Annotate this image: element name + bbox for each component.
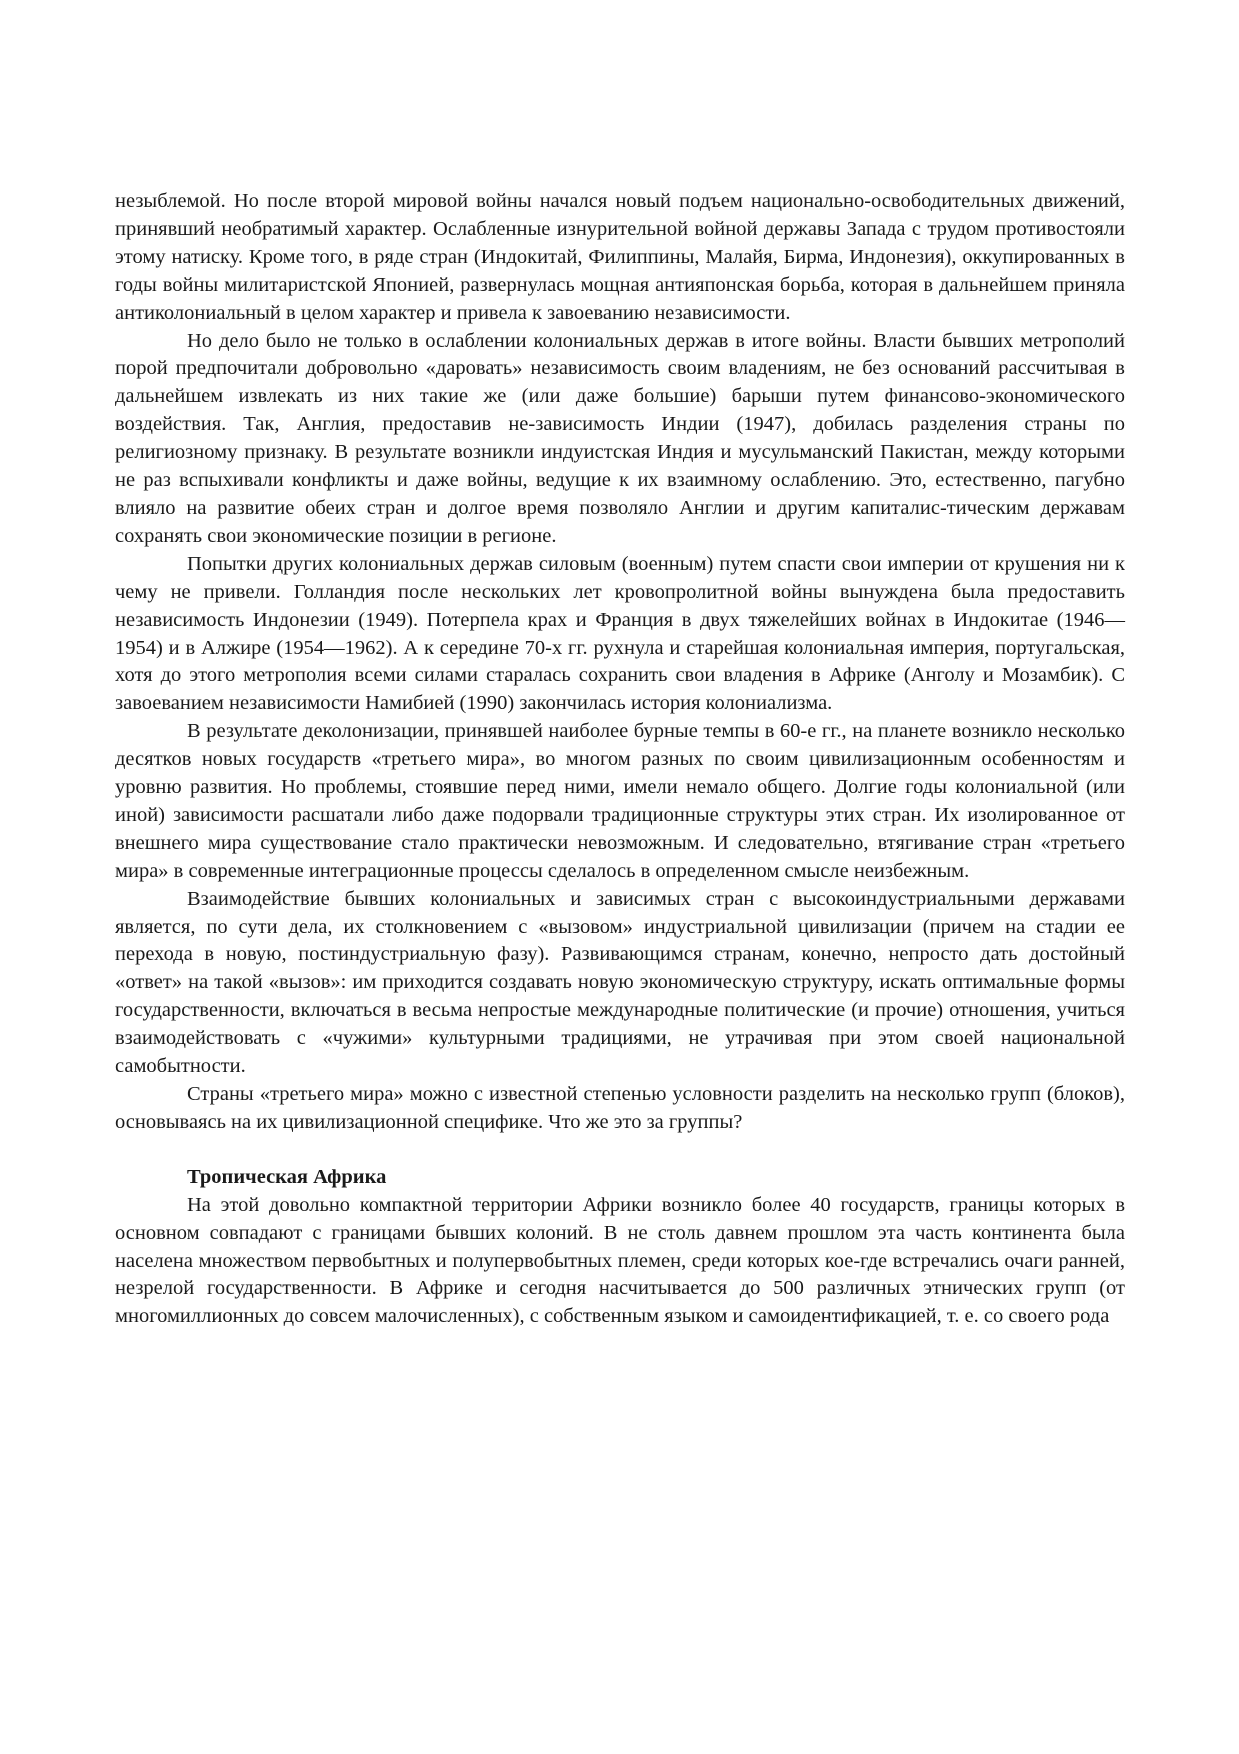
paragraph-1: незыблемой. Но после второй мировой войны начался новый подъем национально-освободительных движений, принявший необратимый характер. Ослабленные изнурительной войной державы Запада с трудом противостояли этому натиску. Кроме того, в ряде стран (Индокитай, Филиппины, Малайя, Бирма, Индонезия), оккупированных в годы войны милитаристской Японией, развернулась мощная антияпонская борьба, которая в дальнейшем приняла антиколониальный в целом характер и привела к завоеванию независимости. (115, 190, 1125, 324)
paragraph-3: Попытки других колониальных держав силовым (военным) путем спасти свои империи от крушения ни к чему не привели. Голландия после нескольких лет кровопролитной войны вынуждена была предоставить независимость Индонезии (1949). Потерпела крах и Франция в двух тяжелейших войнах в Индокитае (1946—1954) и в Алжире (1954—1962). А к середине 70-х гг. рухнула и старейшая колониальная империя, португальская, хотя до этого метрополия всеми силами старалась сохранить свои владения в Африке (Анголу и Мозамбик). С завоеванием независимости Намибией (1990) закончилась история колониализма. (115, 552, 1125, 715)
document-page (115, 188, 1125, 1331)
paragraph-6: Страны «третьего мира» можно с известной степенью условности разделить на несколько групп (блоков), основываясь на их цивилизационной специфике. Что же это за группы? (115, 1083, 1125, 1133)
paragraph-7: На этой довольно компактной территории Африки возникло более 40 государств, границы которых в основном совпадают с границами бывших колоний. В не столь давнем прошлом эта часть континента была населена множеством первобытных и полупервобытных племен, среди которых кое-где встречались очаги ранней, незрелой государственности. В Африке и сегодня насчитывается до 500 различных этнических групп (от многомиллионных до совсем малочисленных), с собственным языком и самоидентификацией, т. е. со своего рода (115, 1193, 1125, 1328)
paragraph-2: Но дело было не только в ослаблении колониальных держав в итоге войны. Власти бывших метрополий порой предпочитали добровольно «даровать» независимость своим владениям, не без оснований рассчитывая в дальнейшем извлекать из них такие же (или даже большие) барыши путем финансово-экономического воздействия. Так, Англия, предоставив не-зависимость Индии (1947), добилась разделения страны по религиозному признаку. В результате возникли индуистская Индия и мусульманский Пакистан, между которыми не раз вспыхивали конфликты и даже войны, ведущие к их взаимному ослаблению. Это, естественно, пагубно влияло на развитие обеих стран и долгое время позволяло Англии и другим капиталис-тическим державам сохранять свои экономические позиции в регионе. (115, 329, 1125, 547)
paragraph-4: В результате деколонизации, принявшей наиболее бурные темпы в 60-е гг., на планете возникло несколько десятков новых государств «третьего мира», во многом разных по своим цивилизационным особенностям и уровню развития. Но проблемы, стоявшие перед ними, имели немало общего. Долгие годы колониальной (или иной) зависимости расшатали либо даже подорвали традиционные структуры этих стран. Их изолированное от внешнего мира существование стало практически невозможным. И следовательно, втягивание стран «третьего мира» в современные интеграционные процессы сделалось в определенном смысле неизбежным. (115, 720, 1125, 882)
paragraph-5: Взаимодействие бывших колониальных и зависимых стран с высокоиндустриальными державами является, по сути дела, их столкновением с «вызовом» индустриальной цивилизации (причем на стадии ее перехода в новую, постиндустриальную фазу). Развивающимся странам, конечно, непросто дать достойный «ответ» на такой «вызов»: им приходится создавать новую экономическую структуру, искать оптимальные формы государственности, включаться в весьма непростые международные политические (и прочие) отношения, учиться взаимодействовать с «чужими» культурными традициями, не утрачивая при этом своей национальной самобытности. (115, 887, 1125, 1078)
section-heading: Тропическая Африка (187, 1165, 387, 1188)
